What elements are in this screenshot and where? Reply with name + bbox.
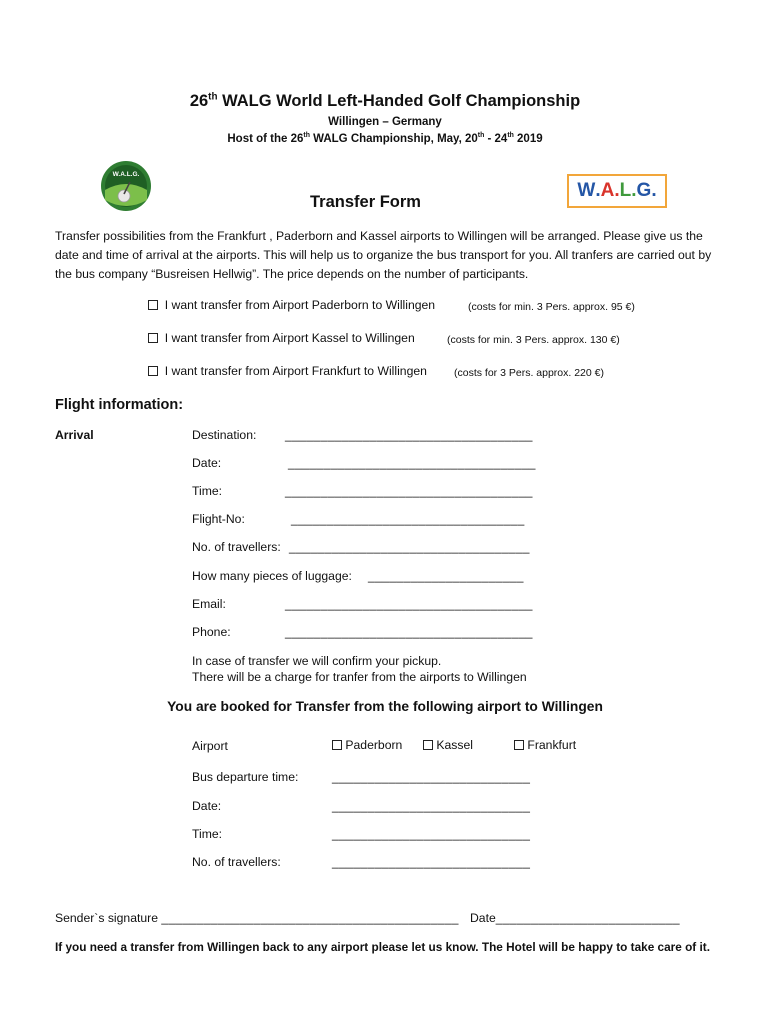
- airport-name: Kassel: [436, 738, 473, 752]
- logo-letter: A: [600, 180, 615, 201]
- signature-row: [55, 911, 459, 925]
- logo-letter: .: [595, 180, 601, 201]
- option-label: I want transfer from Airport Kassel to Willingen: [164, 331, 415, 345]
- airport-name: Paderborn: [345, 738, 403, 752]
- date-field[interactable]: ___________________________________: [288, 456, 536, 470]
- booked-heading: You are booked for Transfer from the following airport to Willingen: [167, 699, 603, 714]
- luggage-label: How many pieces of luggage:: [192, 569, 352, 583]
- checkbox-paderborn[interactable]: [148, 300, 158, 310]
- option-kassel[interactable]: [148, 331, 415, 345]
- bus-departure-label: Bus departure time:: [192, 770, 299, 784]
- signature-date-field[interactable]: __________________________: [495, 911, 680, 925]
- option-note: (costs for 3 Pers. approx. 220 €): [454, 367, 604, 379]
- flight-no-label: Flight-No:: [192, 512, 245, 526]
- option-note: (costs for min. 3 Pers. approx. 95 €): [468, 301, 635, 313]
- booked-travellers-field[interactable]: ____________________________: [332, 855, 531, 869]
- option-paderborn[interactable]: [148, 298, 435, 312]
- booked-travellers-label: No. of travellers:: [192, 855, 281, 869]
- luggage-field[interactable]: ______________________: [368, 569, 524, 583]
- option-note: (costs for min. 3 Pers. approx. 130 €): [447, 334, 620, 346]
- airport-label: Airport: [192, 739, 228, 753]
- phone-field[interactable]: ___________________________________: [285, 625, 533, 639]
- option-frankfurt[interactable]: [148, 364, 427, 378]
- footer-note: If you need a transfer from Willingen back to any airport please let us know. The Hotel will be happy to take care of it.: [55, 940, 710, 954]
- airport-option-frankfurt[interactable]: [514, 738, 576, 752]
- arrival-label: Arrival: [55, 428, 94, 442]
- host-text-d: 2019: [513, 133, 543, 145]
- host-sup-2: th: [477, 132, 485, 140]
- option-note-kassel: [447, 332, 620, 346]
- bus-departure-field[interactable]: ____________________________: [332, 770, 531, 784]
- host-text-a: Host of the 26: [227, 133, 304, 145]
- page-title: [0, 92, 770, 111]
- flight-info-heading: Flight information:: [55, 397, 184, 413]
- booked-time-field[interactable]: ____________________________: [332, 827, 531, 841]
- logo-letter: W: [577, 180, 596, 201]
- email-label: Email:: [192, 597, 226, 611]
- logo-letter: .: [651, 180, 657, 201]
- option-label: I want transfer from Airport Frankfurt to Willingen: [164, 364, 427, 378]
- destination-label: Destination:: [192, 428, 257, 442]
- booked-date-field[interactable]: ____________________________: [332, 799, 531, 813]
- destination-field[interactable]: ___________________________________: [285, 428, 533, 442]
- title-text: WALG World Left-Handed Golf Championship: [217, 92, 581, 110]
- logo-letter: L: [619, 180, 632, 201]
- checkbox-booked-frankfurt[interactable]: [514, 740, 524, 750]
- flight-no-field[interactable]: _________________________________: [291, 512, 525, 526]
- checkbox-booked-kassel[interactable]: [423, 740, 433, 750]
- airport-option-paderborn[interactable]: [332, 738, 402, 752]
- booked-date-label: Date:: [192, 799, 222, 813]
- checkbox-kassel[interactable]: [148, 333, 158, 343]
- host-sup-3: th: [507, 132, 514, 140]
- host-sup-1: th: [303, 132, 310, 140]
- round-logo-lettering: W.A.L.G.: [112, 171, 140, 178]
- airport-name: Frankfurt: [527, 738, 577, 752]
- date-signature-row: [470, 911, 680, 925]
- travellers-field[interactable]: __________________________________: [289, 540, 530, 554]
- confirm-text-1: In case of transfer we will confirm your pickup.: [192, 654, 442, 668]
- checkbox-booked-paderborn[interactable]: [332, 740, 342, 750]
- time-field[interactable]: ___________________________________: [285, 484, 533, 498]
- travellers-label: No. of travellers:: [192, 540, 281, 554]
- walg-wordmark-logo: [567, 174, 667, 208]
- sender-signature-label: Sender`s signature: [55, 911, 158, 925]
- phone-label: Phone:: [192, 625, 231, 639]
- intro-paragraph: Transfer possibilities from the Frankfurt , Paderborn and Kassel airports to Willingen will be arranged. Please give us the date and time of arrival at the airports. This will help us to organize the bus transport for you. All tranfers are carried out by the bus company “Busreisen Hellwig”. The price depends on the number of participants.: [55, 229, 712, 281]
- title-number: 26: [189, 92, 209, 110]
- logo-letter: G: [636, 180, 652, 201]
- option-note-paderborn: [468, 299, 635, 313]
- checkbox-frankfurt[interactable]: [148, 366, 158, 376]
- sender-signature-field[interactable]: __________________________________________: [161, 911, 459, 925]
- confirm-text-2: There will be a charge for tranfer from the airports to Willingen: [192, 670, 527, 684]
- logo-letter: .: [631, 180, 637, 201]
- host-line: [0, 133, 770, 145]
- logo-letter: .: [614, 180, 620, 201]
- walg-round-logo: [100, 160, 152, 212]
- email-field[interactable]: ___________________________________: [285, 597, 533, 611]
- signature-date-label: Date: [470, 911, 496, 925]
- time-label: Time:: [192, 484, 223, 498]
- booked-time-label: Time:: [192, 827, 223, 841]
- option-label: I want transfer from Airport Paderborn to Willingen: [164, 298, 436, 312]
- location-subtitle: Willingen – Germany: [328, 116, 442, 128]
- host-text-b: WALG Championship, May, 20: [309, 133, 478, 145]
- form-title: Transfer Form: [310, 193, 421, 211]
- title-superscript: th: [208, 91, 218, 103]
- host-text-c: - 24: [484, 133, 508, 145]
- date-label: Date:: [192, 456, 222, 470]
- airport-option-kassel[interactable]: [423, 738, 473, 752]
- option-note-frankfurt: [454, 365, 604, 379]
